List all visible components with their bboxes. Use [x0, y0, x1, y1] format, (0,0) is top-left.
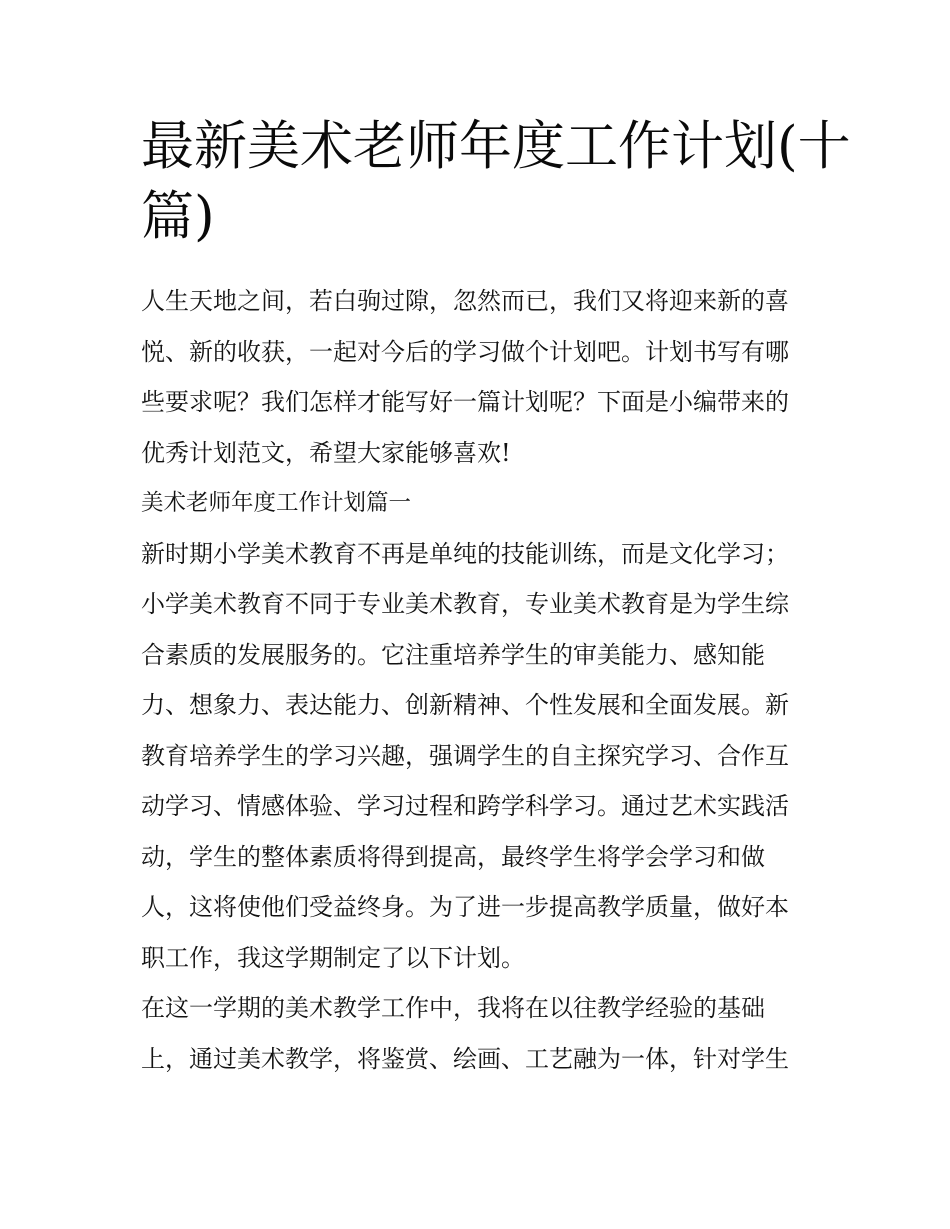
section-heading: 美术老师年度工作计划篇一 — [141, 490, 412, 516]
text-line: 新时期小学美术教育不再是单纯的技能训练，而是文化学习； — [141, 539, 789, 568]
document-title — [141, 112, 851, 252]
title-line: 最新美术老师年度工作计划(十 — [141, 116, 851, 177]
text-line: 动，学生的整体素质将得到提高，最终学生将学会学习和做 — [141, 842, 765, 871]
document-body — [141, 276, 813, 1084]
text-line: 悦、新的收获，一起对今后的学习做个计划吧。计划书写有哪 — [141, 337, 789, 366]
document-content — [141, 112, 851, 1084]
text-line: 在这一学期的美术教学工作中，我将在以往教学经验的基础 — [141, 994, 765, 1022]
body-paragraph-2 — [141, 983, 813, 1084]
text-line: 合素质的发展服务的。它注重培养学生的审美能力、感知能 — [141, 640, 765, 669]
text-line: 人，这将使他们受益终身。为了进一步提高教学质量，做好本 — [141, 893, 789, 921]
text-line: 上，通过美术教学，将鉴赏、绘画、工艺融为一体，针对学生 — [141, 1044, 789, 1073]
body-paragraph-1 — [141, 529, 813, 984]
text-line: 职工作，我这学期制定了以下计划。 — [141, 943, 525, 972]
text-line: 小学美术教育不同于专业美术教育，专业美术教育是为学生综 — [141, 590, 789, 618]
text-line: 优秀计划范文，希望大家能够喜欢! — [141, 438, 511, 467]
text-line: 人生天地之间，若白驹过隙，忽然而已，我们又将迎来新的喜 — [141, 287, 789, 315]
text-line: 动学习、情感体验、学习过程和跨学科学习。通过艺术实践活 — [141, 792, 789, 820]
text-line: 力、想象力、表达能力、创新精神、个性发展和全面发展。新 — [141, 691, 789, 719]
intro-paragraph — [141, 276, 813, 478]
text-line: 些要求呢？我们怎样才能写好一篇计划呢？下面是小编带来的 — [141, 388, 789, 416]
title-line: 篇) — [141, 186, 215, 247]
text-line: 教育培养学生的学习兴趣，强调学生的自主探究学习、合作互 — [141, 741, 789, 770]
